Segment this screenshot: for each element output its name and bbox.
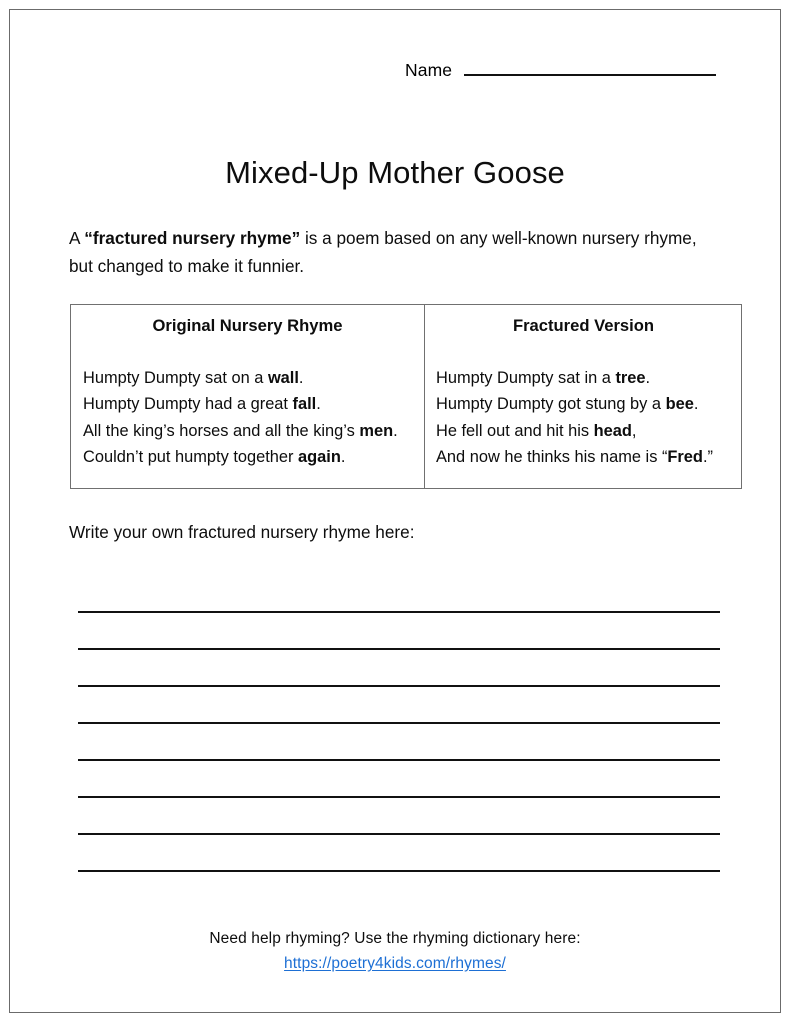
writing-line[interactable] xyxy=(78,611,720,613)
rhyme-line-keyword: men xyxy=(359,421,394,440)
rhyme-line-tail: . xyxy=(298,369,304,387)
rhyme-line-tail: . xyxy=(393,421,398,440)
writing-line[interactable] xyxy=(78,870,720,872)
table-column-fractured xyxy=(425,305,742,488)
column-body-fractured xyxy=(425,365,742,470)
table-column-original xyxy=(71,305,425,488)
rhyme-line-text: Humpty Dumpty sat in a xyxy=(436,369,616,387)
rhyming-dictionary-link[interactable]: https://poetry4kids.com/rhymes/ xyxy=(284,955,506,972)
rhyme-line-keyword: tree xyxy=(615,369,646,387)
writing-line[interactable] xyxy=(78,833,720,835)
writing-line[interactable] xyxy=(78,796,720,798)
rhyme-line-tail: . xyxy=(693,395,699,414)
rhyme-line-text: All the king’s horses and all the king’s xyxy=(83,421,360,440)
column-header-fractured: Fractured Version xyxy=(512,316,655,335)
intro-paragraph xyxy=(69,225,719,281)
rhyme-line xyxy=(436,365,742,391)
writing-line[interactable] xyxy=(78,685,720,687)
answer-writing-area[interactable] xyxy=(78,611,720,872)
rhyme-line xyxy=(83,444,424,470)
rhyme-line-text: And now he thinks his name is “ xyxy=(436,447,668,466)
rhyme-line-keyword: Fred xyxy=(667,447,703,466)
rhyme-line-tail: . xyxy=(340,447,346,466)
worksheet-page xyxy=(9,9,781,1013)
rhyme-line xyxy=(83,418,424,444)
rhyme-line-text: Humpty Dumpty sat on a xyxy=(83,369,268,387)
footer xyxy=(10,930,780,973)
rhyme-line-tail: .” xyxy=(702,447,713,466)
rhyme-line xyxy=(436,444,742,470)
rhyme-line-text: Couldn’t put humpty together xyxy=(83,447,299,466)
name-label: Name xyxy=(405,60,453,80)
rhyme-line-text: He fell out and hit his xyxy=(436,421,594,440)
writing-line[interactable] xyxy=(78,648,720,650)
rhyme-line xyxy=(83,365,424,391)
column-body-original xyxy=(71,365,424,470)
writing-line[interactable] xyxy=(78,759,720,761)
rhyme-line-tail: . xyxy=(645,369,651,387)
footer-note: Need help rhyming? Use the rhyming dictionary here: xyxy=(209,930,581,947)
writing-line[interactable] xyxy=(78,722,720,724)
rhyme-line xyxy=(83,391,424,417)
rhyme-line-keyword: bee xyxy=(665,395,694,414)
rhyme-line-keyword: head xyxy=(593,421,632,440)
page-title: Mixed-Up Mother Goose xyxy=(225,154,565,190)
column-header-original: Original Nursery Rhyme xyxy=(152,316,343,335)
rhyme-line-tail: , xyxy=(631,421,637,440)
rhyme-comparison-table xyxy=(70,304,742,489)
write-prompt: Write your own fractured nursery rhyme here: xyxy=(69,522,415,542)
rhyme-line-text: Humpty Dumpty had a great xyxy=(83,395,293,414)
intro-text-part2: is a poem based on any well-known nursery rhyme, but changed to make it funnier. xyxy=(69,228,697,277)
intro-text-part1: A xyxy=(69,228,85,249)
rhyme-line-keyword: again xyxy=(298,447,341,466)
intro-emphasis: “fractured nursery rhyme” xyxy=(84,228,301,249)
rhyme-line-text: Humpty Dumpty got stung by a xyxy=(436,395,666,414)
rhyme-line xyxy=(436,391,742,417)
rhyme-line-keyword: fall xyxy=(292,395,317,414)
rhyme-line-tail: . xyxy=(316,395,321,414)
rhyme-line xyxy=(436,418,742,444)
name-field[interactable] xyxy=(405,59,716,81)
name-input-blank[interactable] xyxy=(464,59,716,76)
rhyme-line-keyword: wall xyxy=(267,369,299,387)
